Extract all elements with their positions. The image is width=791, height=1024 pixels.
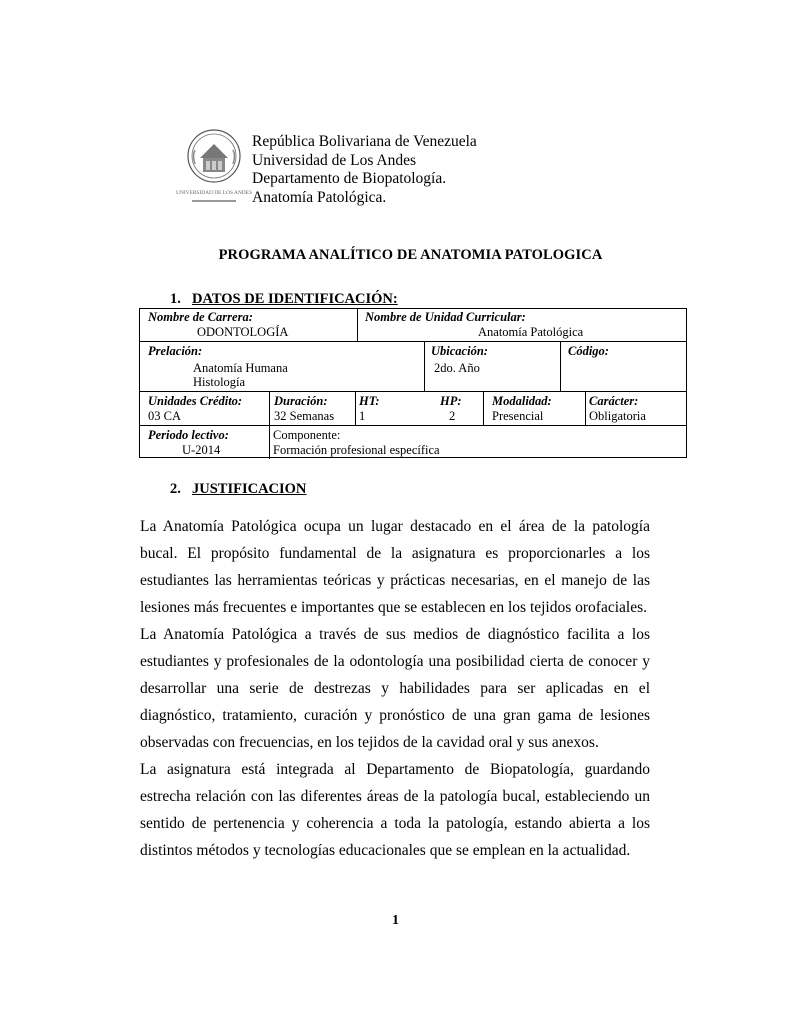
duration-label: Duración: xyxy=(274,394,328,408)
university-seal-logo xyxy=(176,128,252,212)
component-value: Formación profesional específica xyxy=(273,443,440,457)
page-number: 1 xyxy=(392,913,399,928)
section-heading-justification xyxy=(170,481,306,498)
practice-hours-value: 2 xyxy=(449,409,456,423)
justification-body xyxy=(140,513,650,864)
section-number: 1. xyxy=(170,291,181,307)
practice-hours-label: HP: xyxy=(440,394,462,408)
section-heading-identification xyxy=(170,291,398,308)
prerequisite-value-2: Histología xyxy=(193,375,246,389)
theory-hours-label: HT: xyxy=(359,394,380,408)
character-label: Carácter: xyxy=(589,394,639,408)
career-label: Nombre de Carrera: xyxy=(148,310,253,324)
section-number: 2. xyxy=(170,481,181,497)
header-line-republic: República Bolivariana de Venezuela xyxy=(252,133,477,150)
component-label: Componente: xyxy=(273,428,341,442)
paragraph: La Anatomía Patológica ocupa un lugar destacado en el área de la patología bucal. El propósito fundamental de la asignatura es proporcionarles a los estudiantes las herramientas teóricas y prácticas necesarias, en el manejo de las lesiones más frecuentes e importantes que se establecen en los tejidos orofaciales. xyxy=(140,518,650,616)
header-line-chair: Anatomía Patológica. xyxy=(252,188,387,206)
modality-value: Presencial xyxy=(492,409,544,423)
academic-period-label: Periodo lectivo: xyxy=(148,428,229,442)
curricular-unit-label: Nombre de Unidad Curricular: xyxy=(365,310,526,324)
prerequisite-label: Prelación: xyxy=(148,344,203,358)
location-value: 2do. Año xyxy=(434,361,480,375)
curricular-unit-value: Anatomía Patológica xyxy=(478,325,584,339)
theory-hours-value: 1 xyxy=(359,409,366,423)
identification-table xyxy=(139,308,687,458)
prerequisite-value-1: Anatomía Humana xyxy=(193,361,288,375)
section-label: DATOS DE IDENTIFICACIÓN: xyxy=(192,291,398,307)
header-line-department: Departamento de Biopatología. xyxy=(252,170,447,187)
institution-header xyxy=(252,133,477,207)
code-label: Código: xyxy=(568,344,609,358)
academic-period-value: U-2014 xyxy=(182,443,221,457)
location-label: Ubicación: xyxy=(431,344,488,358)
section-label: JUSTIFICACION xyxy=(192,481,307,497)
modality-label: Modalidad: xyxy=(492,394,552,408)
character-value: Obligatoria xyxy=(589,409,646,423)
document-title: PROGRAMA ANALÍTICO DE ANATOMIA PATOLOGICA xyxy=(218,247,603,263)
logo-text: UNIVERSIDAD DE LOS ANDES xyxy=(176,190,252,196)
paragraph: La Anatomía Patológica a través de sus medios de diagnóstico facilita a los estudiantes y profesionales de la odontología una posibilidad cierta de conocer y desarrollar una serie de destrezas y habilidades para ser aplicadas en el diagnóstico, tratamiento, curación y pronóstico de una gran gama de lesiones observadas con frecuencias, en los tejidos de la cavidad oral y sus anexos. xyxy=(140,626,650,751)
paragraph: La asignatura está integrada al Departamento de Biopatología, guardando estrecha relación con las diferentes áreas de la patología bucal, estableciendo un sentido de pertenencia y coherencia a toda la patología, estando abierta a los distintos métodos y tecnologías educacionales que se emplean en la actualidad. xyxy=(140,761,650,859)
credit-units-label: Unidades Crédito: xyxy=(148,394,243,408)
duration-value: 32 Semanas xyxy=(274,409,335,423)
header-line-university: Universidad de Los Andes xyxy=(252,151,417,169)
credit-units-value: 03 CA xyxy=(148,409,181,423)
career-value: ODONTOLOGÍA xyxy=(197,325,289,339)
